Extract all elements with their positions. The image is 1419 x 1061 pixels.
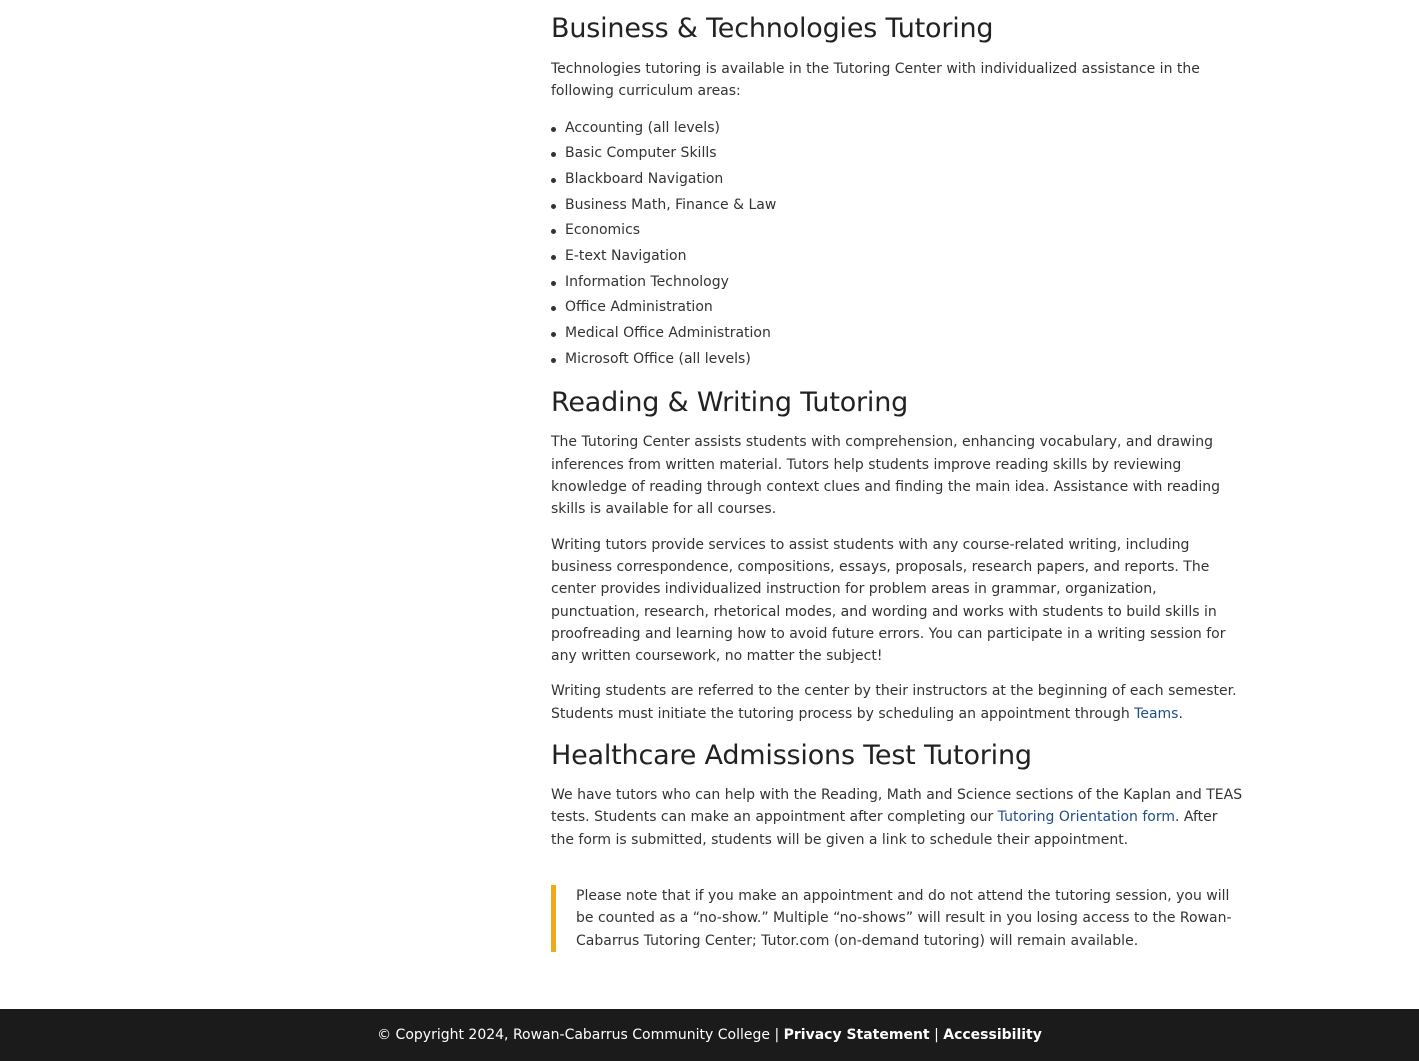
list-item: Microsoft Office (all levels) — [551, 347, 1243, 373]
footer-separator: | — [934, 1027, 939, 1043]
referral-text: Writing students are referred to the center by their instructors at the beginning of each semester. Students must initiate the tutoring process by scheduling an appointment through — [551, 683, 1237, 722]
no-show-notice-text: Please note that if you make an appointment and do not attend the tutoring session, you will be counted as a “no-show.” Multiple “no-shows” will result in you losing access to the Rowan-Cabarrus Tutoring Center; Tutor.com (on-demand tutoring) will remain available. — [576, 887, 1232, 949]
accessibility-link[interactable]: Accessibility — [943, 1027, 1042, 1043]
tutoring-orientation-form-link[interactable]: Tutoring Orientation form — [997, 809, 1175, 826]
list-item: Accounting (all levels) — [551, 116, 1243, 142]
healthcare-paragraph — [551, 784, 1243, 851]
writing-paragraph: Writing tutors provide services to assist students with any course-related writing, including business correspondence, compositions, essays, proposals, research papers, and reports. The center provides individualized instruction for problem areas in grammar, organization, punctuation, research, rhetorical modes, and wording and works with students to build skills in proofreading and learning how to avoid future errors. You can participate in a writing session for any written coursework, no matter the subject! — [551, 536, 1226, 665]
list-item: Basic Computer Skills — [551, 141, 1243, 167]
healthcare-text: We have tutors who can help with the Reading, Math and Science sections of the Kaplan and TEAS tests. Students can make an appointment after completing our — [551, 787, 1243, 826]
business-heading: Business & Technologies Tutoring — [551, 13, 994, 44]
referral-text-end: . — [1178, 705, 1183, 722]
list-item: Information Technology — [551, 270, 1243, 296]
copyright-text: © Copyright 2024, Rowan-Cabarrus Community College — [377, 1027, 770, 1043]
list-item: E-text Navigation — [551, 244, 1243, 270]
healthcare-text-end: . After the form is submitted, students will be given a link to schedule their appointment. — [551, 809, 1218, 848]
writing-referral-paragraph — [551, 680, 1243, 725]
reading-writing-heading: Reading & Writing Tutoring — [551, 387, 909, 419]
list-item: Medical Office Administration — [551, 321, 1243, 347]
business-intro: Technologies tutoring is available in the Tutoring Center with individualized assistance in the following curriculum areas: — [551, 61, 1200, 100]
list-item: Office Administration — [551, 295, 1243, 321]
footer-separator: | — [774, 1027, 780, 1043]
curriculum-areas-list — [551, 116, 1243, 373]
site-footer — [0, 1009, 1419, 1061]
teams-link[interactable]: Teams — [1134, 705, 1179, 722]
privacy-statement-link[interactable]: Privacy Statement — [783, 1027, 930, 1043]
list-item: Business Math, Finance & Law — [551, 193, 1243, 219]
list-item: Blackboard Navigation — [551, 167, 1243, 193]
list-item: Economics — [551, 218, 1243, 244]
main-content — [551, 0, 1243, 952]
healthcare-heading: Healthcare Admissions Test Tutoring — [551, 740, 1032, 772]
no-show-notice — [551, 885, 1243, 952]
reading-paragraph: The Tutoring Center assists students with comprehension, enhancing vocabulary, and drawing inferences from written material. Tutors help students improve reading skills by reviewing knowledge of reading through context clues and finding the main idea. Assistance with reading skills is available for all courses. — [551, 434, 1220, 518]
